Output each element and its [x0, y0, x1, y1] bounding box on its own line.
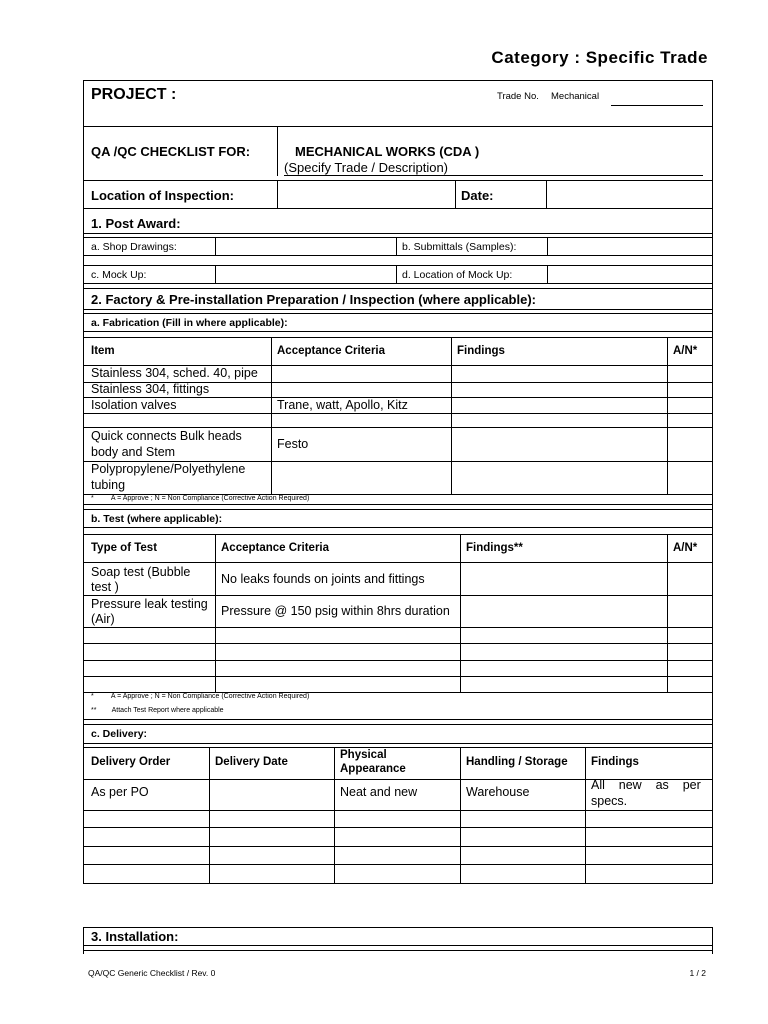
- fab-header-an: A/N*: [673, 345, 698, 357]
- checklist-title: MECHANICAL WORKS (CDA ): [295, 144, 480, 159]
- delivery-order-value: As per PO: [91, 785, 149, 799]
- divider: [84, 337, 712, 338]
- test-note-1: * A = Approve ; N = Non Compliance (Corrective Action Required): [91, 693, 310, 700]
- test-header-an: A/N*: [673, 542, 698, 554]
- divider: [215, 534, 216, 692]
- divider: [271, 337, 272, 494]
- table-row: Isolation valves: [91, 398, 177, 412]
- divider: [546, 180, 547, 208]
- section1-title: 1. Post Award:: [91, 216, 181, 231]
- divider: [667, 534, 668, 692]
- divider: [277, 126, 278, 176]
- fabrication-title: a. Fabrication (Fill in where applicable):: [91, 317, 288, 329]
- footer-page-number: 1 / 2: [689, 968, 706, 978]
- test-header-criteria: Acceptance Criteria: [221, 542, 330, 554]
- divider: [84, 313, 712, 314]
- checklist-label: QA /QC CHECKLIST FOR:: [91, 144, 251, 159]
- divider: [84, 660, 712, 661]
- fab-header-item: Item: [91, 345, 115, 357]
- trade-no-underline: [611, 105, 703, 106]
- delivery-findings-value: specs.: [591, 794, 628, 808]
- divider: [84, 265, 712, 266]
- divider: [84, 562, 712, 563]
- location-label: Location of Inspection:: [91, 188, 234, 203]
- divider: [84, 643, 712, 644]
- delivery-findings-value: All new as per: [591, 778, 701, 792]
- divider: [84, 509, 712, 510]
- divider: [334, 747, 335, 883]
- table-row: (Air): [91, 612, 115, 626]
- divider: [277, 180, 278, 208]
- test-title: b. Test (where applicable):: [91, 513, 223, 525]
- divider: [209, 747, 210, 883]
- divider: [215, 237, 216, 255]
- table-row: Stainless 304, sched. 40, pipe: [91, 366, 258, 380]
- delivery-header-appearance: Appearance: [340, 763, 406, 775]
- divider: [84, 864, 712, 865]
- trade-no-label: Trade No.: [497, 91, 539, 102]
- divider: [84, 504, 712, 505]
- divider: [547, 237, 548, 255]
- divider: [84, 595, 712, 596]
- divider: [84, 883, 712, 884]
- table-row: Polypropylene/Polyethylene: [91, 462, 246, 476]
- date-label: Date:: [461, 188, 494, 203]
- divider: [84, 724, 712, 725]
- divider: [460, 747, 461, 883]
- divider: [84, 255, 712, 256]
- divider: [460, 534, 461, 692]
- divider: [585, 747, 586, 883]
- fab-header-criteria: Acceptance Criteria: [277, 345, 386, 357]
- fabrication-note: * A = Approve ; N = Non Compliance (Corrective Action Required): [91, 495, 310, 502]
- divider: [84, 208, 712, 209]
- checklist-subtitle: (Specify Trade / Description): [284, 160, 449, 175]
- divider: [451, 337, 452, 494]
- divider: [84, 627, 712, 628]
- table-cell-criteria: Trane, watt, Apollo, Kitz: [277, 398, 408, 412]
- divider: [84, 743, 712, 744]
- divider: [84, 527, 712, 528]
- table-row: Pressure leak testing: [91, 597, 208, 611]
- divider: [84, 676, 712, 677]
- delivery-handling-value: Warehouse: [466, 785, 530, 799]
- table-row: Stainless 304, fittings: [91, 382, 210, 396]
- divider: [84, 427, 712, 428]
- divider: [84, 950, 712, 951]
- test-header-findings: Findings**: [466, 542, 523, 554]
- table-cell-criteria: No leaks founds on joints and fittings: [221, 572, 425, 586]
- divider: [84, 237, 712, 238]
- divider: [84, 126, 712, 127]
- table-row: test ): [91, 580, 119, 594]
- divider: [84, 413, 712, 414]
- table-row: body and Stem: [91, 445, 176, 459]
- divider: [84, 719, 712, 720]
- location-mock-up-label: d. Location of Mock Up:: [402, 269, 513, 281]
- divider: [84, 331, 712, 332]
- delivery-title: c. Delivery:: [91, 728, 148, 740]
- fab-header-findings: Findings: [457, 345, 505, 357]
- divider: [396, 237, 397, 255]
- divider: [84, 288, 712, 289]
- divider: [84, 309, 712, 310]
- divider: [455, 180, 456, 208]
- shop-drawings-label: a. Shop Drawings:: [91, 241, 177, 253]
- divider: [396, 265, 397, 283]
- test-header-type: Type of Test: [91, 542, 158, 554]
- divider: [84, 180, 712, 181]
- category-title: Category : Specific Trade: [491, 48, 708, 67]
- table-cell-criteria: Festo: [277, 437, 309, 451]
- section3-title: 3. Installation:: [91, 929, 179, 944]
- test-note-2: ** Attach Test Report where applicable: [91, 707, 224, 714]
- mock-up-label: c. Mock Up:: [91, 269, 147, 281]
- divider: [84, 283, 712, 284]
- divider: [84, 233, 712, 234]
- divider: [84, 827, 712, 828]
- divider: [547, 265, 548, 283]
- delivery-header-order: Delivery Order: [91, 756, 171, 768]
- table-row: tubing: [91, 478, 126, 492]
- divider: [84, 747, 712, 748]
- divider: [84, 534, 712, 535]
- subtitle-underline: [284, 175, 703, 176]
- divider: [84, 810, 712, 811]
- checklist-form: [83, 80, 713, 884]
- delivery-appearance-value: Neat and new: [340, 785, 418, 799]
- delivery-header-findings: Findings: [591, 756, 639, 768]
- project-label: PROJECT :: [91, 86, 177, 103]
- table-row: Quick connects Bulk heads: [91, 429, 242, 443]
- submittals-label: b. Submittals (Samples):: [402, 241, 517, 253]
- divider: [667, 337, 668, 494]
- divider: [84, 945, 712, 946]
- trade-no-value: Mechanical: [551, 91, 600, 102]
- divider: [84, 846, 712, 847]
- delivery-header-date: Delivery Date: [215, 756, 288, 768]
- footer-doc-ref: QA/QC Generic Checklist / Rev. 0: [88, 968, 216, 978]
- divider: [215, 265, 216, 283]
- section2-title: 2. Factory & Pre-installation Preparation / Inspection (where applicable):: [91, 292, 536, 307]
- table-cell-criteria: Pressure @ 150 psig within 8hrs duration: [221, 604, 450, 618]
- table-row: Soap test (Bubble: [91, 565, 191, 579]
- installation-section: [83, 927, 713, 954]
- delivery-header-physical: Physical: [340, 749, 387, 761]
- delivery-header-handling: Handling / Storage: [466, 756, 568, 768]
